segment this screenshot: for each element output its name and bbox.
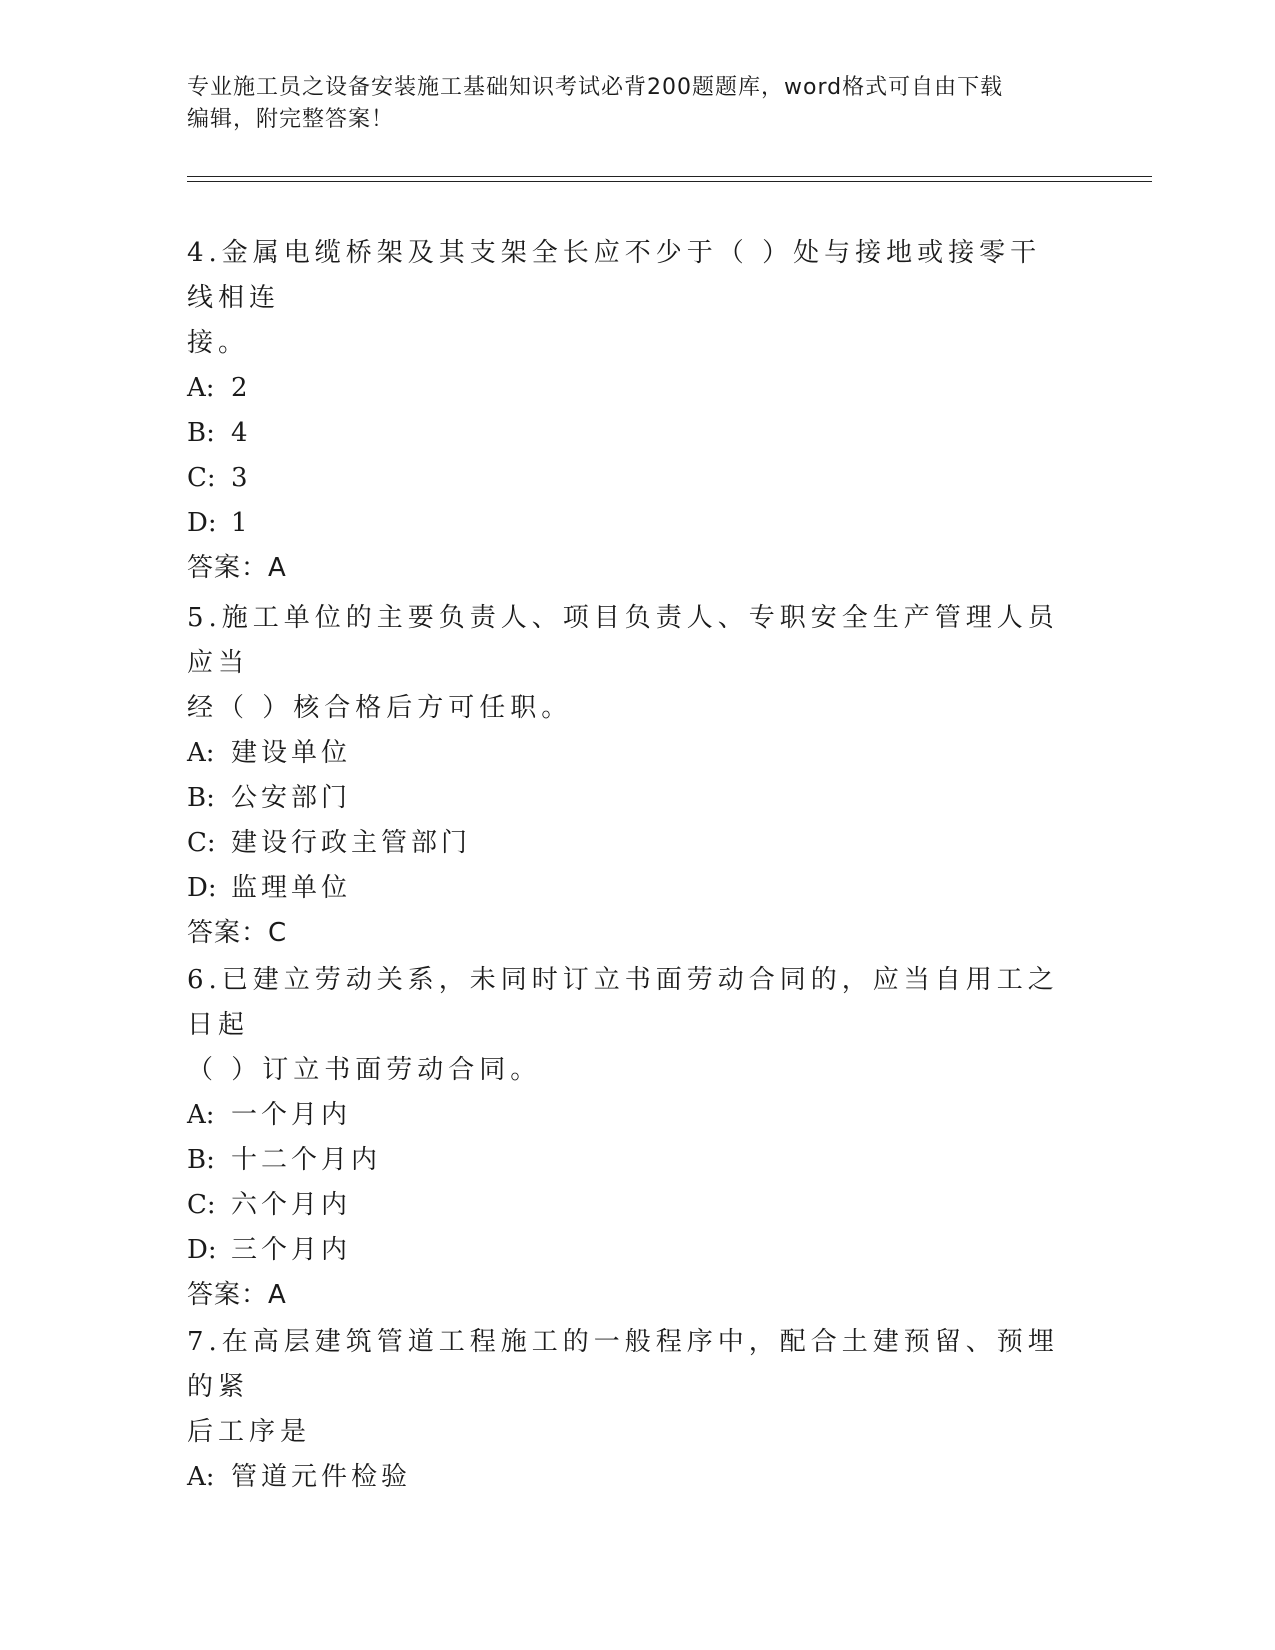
option-d bbox=[187, 866, 1067, 911]
header-line-2: 编辑，附完整答案！ bbox=[187, 107, 395, 132]
answer: 答案：C bbox=[187, 918, 288, 948]
option-text: 建设单位 bbox=[231, 738, 352, 768]
question-stem-line-2: 经（ ）核合格后方可任职。 bbox=[187, 693, 573, 723]
option-text: 1 bbox=[231, 508, 252, 538]
question-stem-line-2: 接。 bbox=[187, 328, 250, 358]
option-text: 2 bbox=[231, 373, 252, 403]
option-b bbox=[187, 1138, 1067, 1183]
option-text: 监理单位 bbox=[231, 873, 352, 903]
header-divider-bottom bbox=[187, 181, 1152, 182]
option-text: 十二个月内 bbox=[231, 1145, 382, 1175]
question-stem bbox=[187, 958, 1067, 1093]
option-text: 管道元件检验 bbox=[231, 1462, 412, 1492]
option-letter: C: bbox=[187, 1190, 216, 1220]
option-letter: C: bbox=[187, 828, 216, 858]
question-5 bbox=[187, 596, 1067, 956]
header-line-1: 专业施工员之设备安装施工基础知识考试必背200题题库，word格式可自由下载 bbox=[187, 75, 1004, 100]
option-text: 六个月内 bbox=[231, 1190, 352, 1220]
option-letter: D: bbox=[187, 508, 217, 538]
option-text: 3 bbox=[231, 463, 252, 493]
question-stem bbox=[187, 596, 1067, 731]
document-header bbox=[187, 72, 1067, 136]
question-stem-line-1: 6.已建立劳动关系，未同时订立书面劳动合同的，应当自用工之日起 bbox=[187, 965, 1059, 1040]
option-b bbox=[187, 411, 1067, 456]
option-text: 三个月内 bbox=[231, 1235, 352, 1265]
question-stem-line-2: （ ）订立书面劳动合同。 bbox=[187, 1055, 542, 1085]
question-stem bbox=[187, 231, 1067, 366]
question-stem bbox=[187, 1320, 1067, 1455]
option-letter: D: bbox=[187, 873, 217, 903]
option-letter: A: bbox=[187, 1462, 215, 1492]
question-7 bbox=[187, 1320, 1067, 1500]
question-4 bbox=[187, 231, 1067, 591]
option-a bbox=[187, 731, 1067, 776]
option-c bbox=[187, 821, 1067, 866]
option-a bbox=[187, 1093, 1067, 1138]
question-stem-line-1: 7.在高层建筑管道工程施工的一般程序中，配合土建预留、预埋的紧 bbox=[187, 1327, 1059, 1402]
option-d bbox=[187, 1228, 1067, 1273]
option-text: 建设行政主管部门 bbox=[231, 828, 472, 858]
question-stem-line-1: 4.金属电缆桥架及其支架全长应不少于（ ）处与接地或接零干线相连 bbox=[187, 238, 1042, 313]
answer: 答案：A bbox=[187, 553, 287, 583]
option-letter: B: bbox=[187, 1145, 215, 1175]
option-letter: C: bbox=[187, 463, 216, 493]
option-text: 公安部门 bbox=[231, 783, 352, 813]
option-d bbox=[187, 501, 1067, 546]
option-letter: D: bbox=[187, 1235, 217, 1265]
option-b bbox=[187, 776, 1067, 821]
option-c bbox=[187, 1183, 1067, 1228]
option-letter: A: bbox=[187, 738, 215, 768]
option-letter: A: bbox=[187, 373, 215, 403]
question-stem-line-1: 5.施工单位的主要负责人、项目负责人、专职安全生产管理人员应当 bbox=[187, 603, 1059, 678]
option-letter: B: bbox=[187, 418, 215, 448]
option-a bbox=[187, 366, 1067, 411]
option-letter: A: bbox=[187, 1100, 215, 1130]
option-letter: B: bbox=[187, 783, 215, 813]
header-divider-top bbox=[187, 176, 1152, 177]
question-6 bbox=[187, 958, 1067, 1318]
option-a bbox=[187, 1455, 1067, 1500]
answer: 答案：A bbox=[187, 1280, 287, 1310]
question-stem-line-2: 后工序是 bbox=[187, 1417, 312, 1447]
option-text: 4 bbox=[231, 418, 252, 448]
option-c bbox=[187, 456, 1067, 501]
option-text: 一个月内 bbox=[231, 1100, 352, 1130]
